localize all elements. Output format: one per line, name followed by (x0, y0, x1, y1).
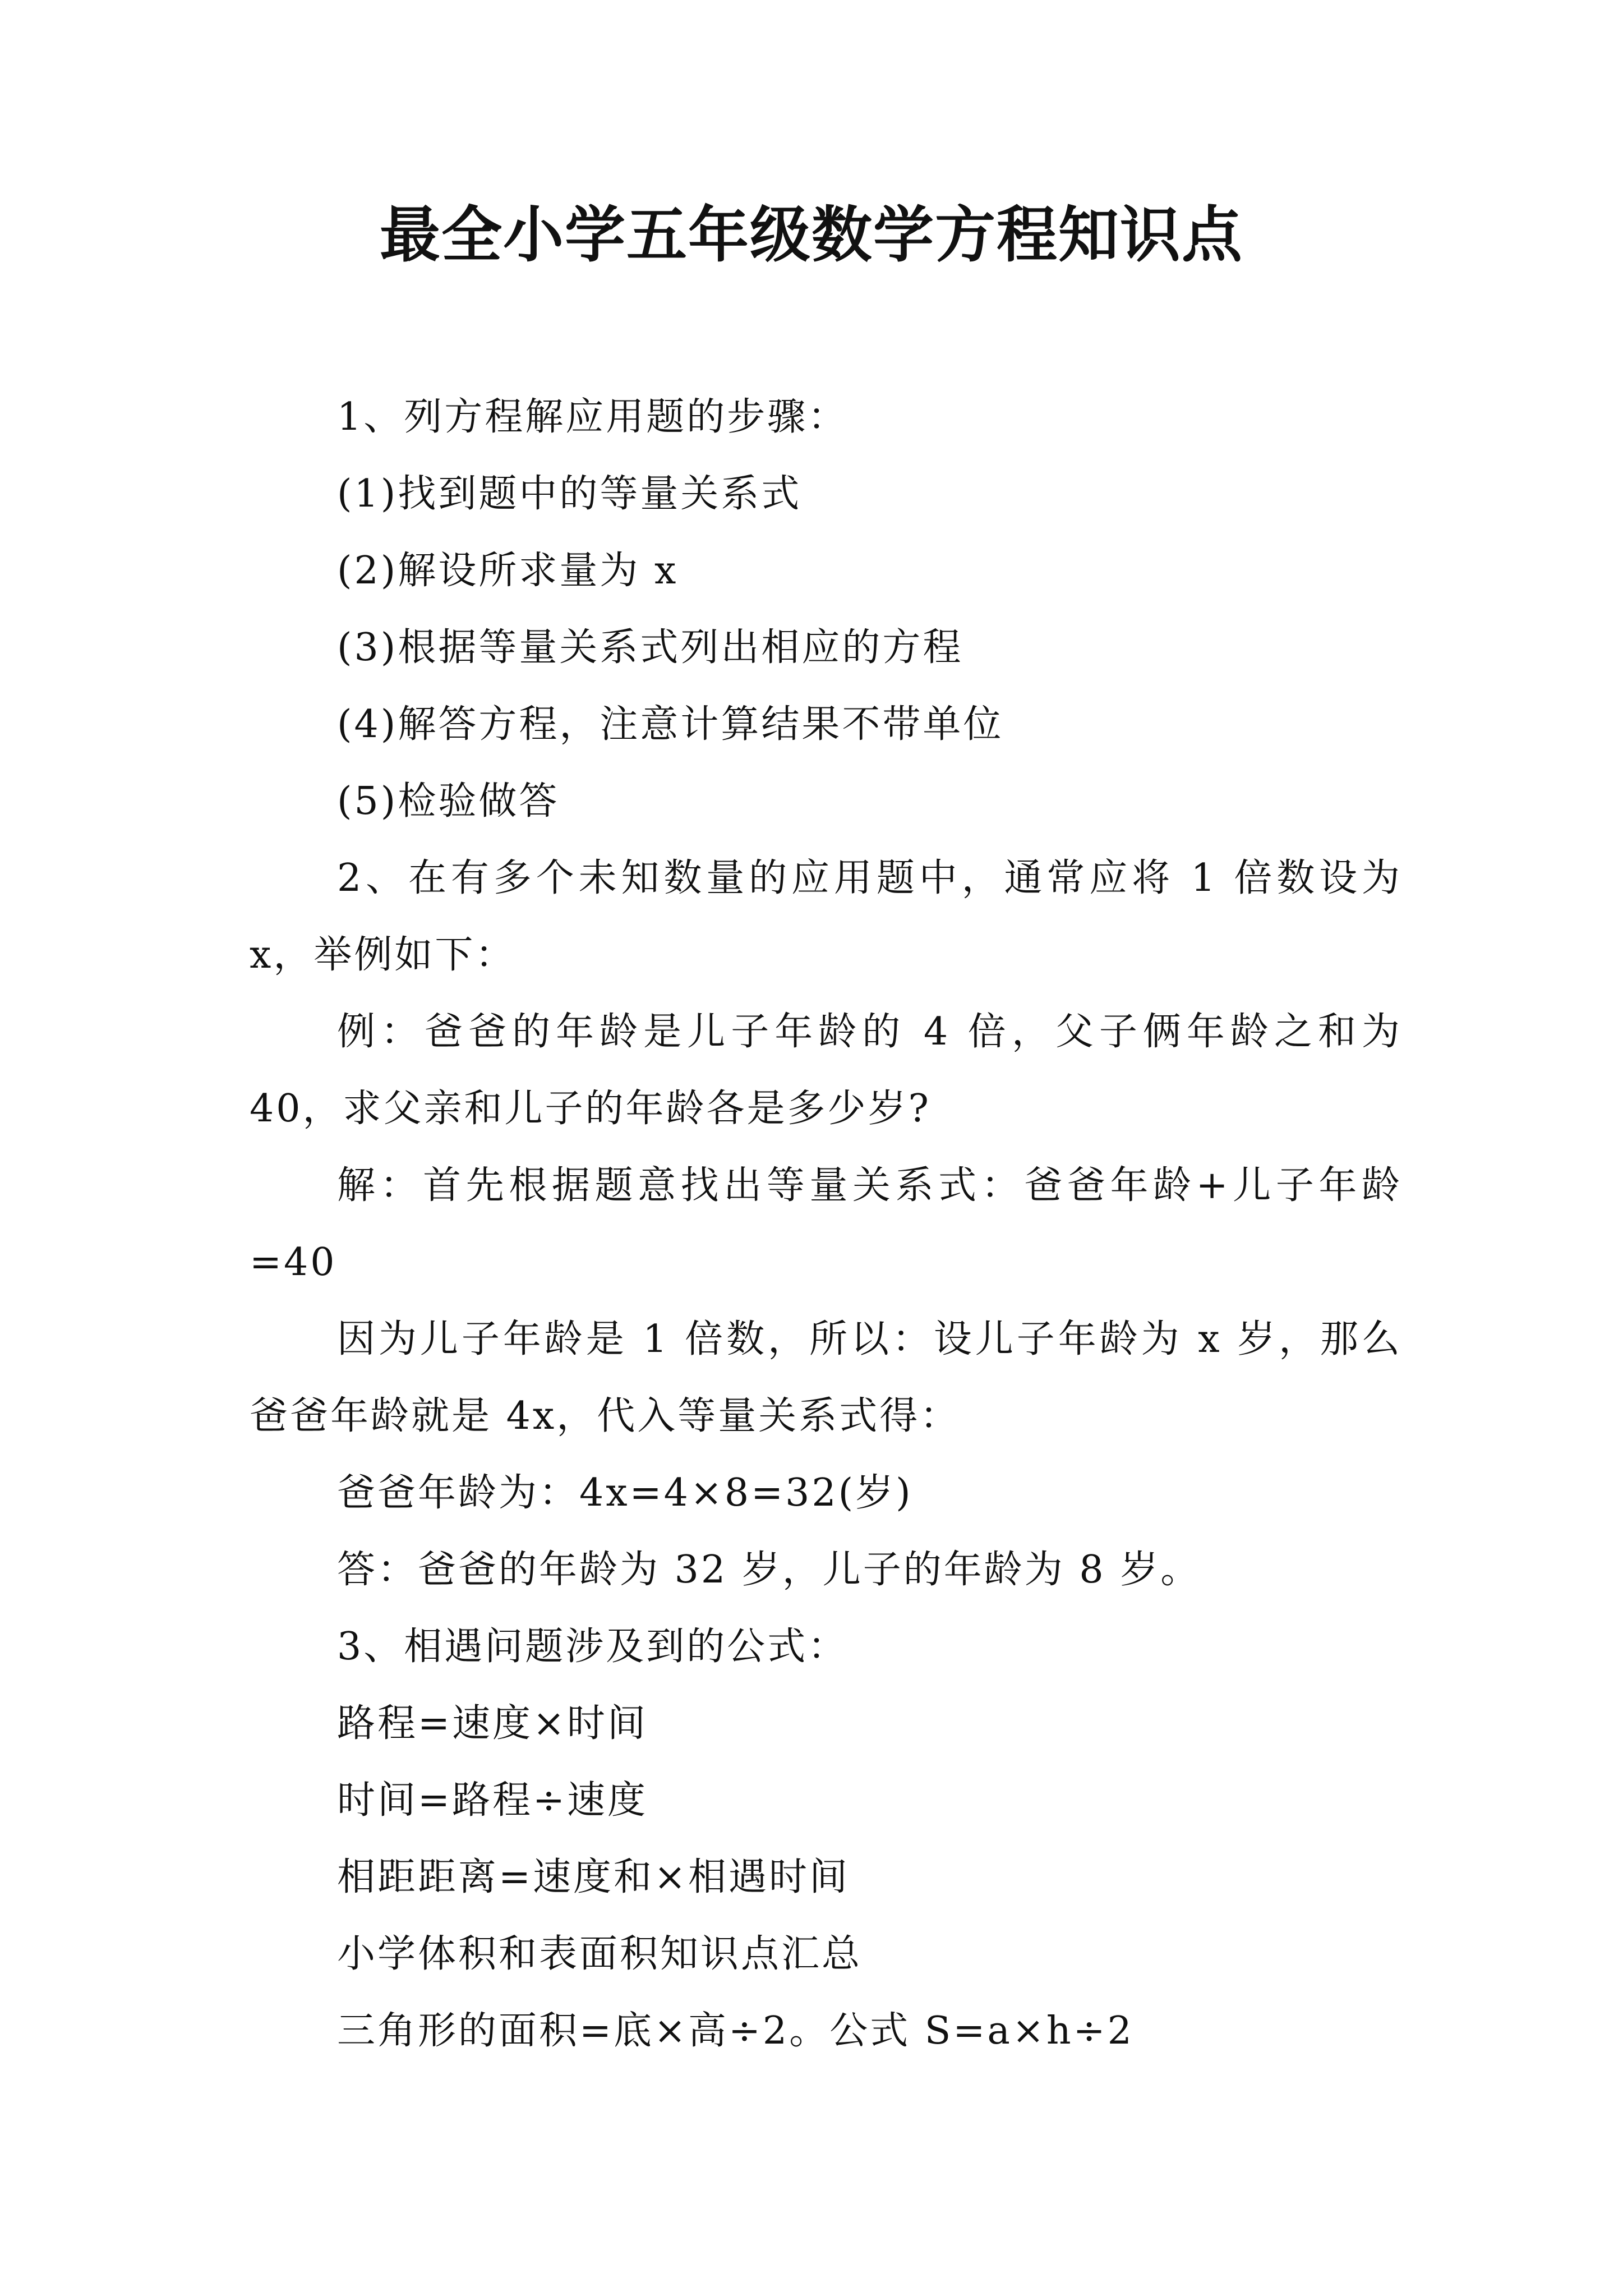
paragraph-answer: 答：爸爸的年龄为 32 岁，儿子的年龄为 8 岁。 (337, 1548, 1201, 1592)
paragraph-calculation: 爸爸年龄为：4x=4×8=32(岁) (337, 1471, 913, 1515)
document-title: 最全小学五年级数学方程知识点 (379, 200, 1243, 270)
paragraph-steps-heading: 1、列方程解应用题的步骤： (337, 395, 849, 439)
paragraph-reasoning: 因为儿子年龄是 1 倍数，所以：设儿子年龄为 x 岁，那么爸爸年龄就是 4x，代入等量关系式得： (250, 1317, 1402, 1438)
paragraph-step-1: (1)找到题中的等量关系式 (337, 472, 802, 516)
paragraph-solution: 解：首先根据题意找出等量关系式：爸爸年龄+儿子年龄=40 (250, 1163, 1402, 1285)
paragraph-triangle-area: 三角形的面积=底×高÷2。公式 S=a×h÷2 (337, 2009, 1134, 2053)
paragraph-section-3: 3、相遇问题涉及到的公式： (337, 1625, 849, 1669)
document-body (250, 379, 1402, 2069)
paragraph-section-2: 2、在有多个未知数量的应用题中，通常应将 1 倍数设为 x，举例如下： (250, 856, 1402, 977)
paragraph-step-3: (3)根据等量关系式列出相应的方程 (337, 625, 963, 670)
paragraph-formula-time: 时间=路程÷速度 (337, 1778, 648, 1823)
paragraph-example: 例：爸爸的年龄是儿子年龄的 4 倍，父子俩年龄之和为 40，求父亲和儿子的年龄各是多少岁? (250, 1010, 1402, 1131)
paragraph-formula-distance: 路程=速度×时间 (337, 1701, 648, 1746)
paragraph-formula-gap: 相距距离=速度和×相遇时间 (337, 1855, 850, 1899)
paragraph-step-5: (5)检验做答 (337, 779, 560, 823)
paragraph-step-2: (2)解设所求量为 x (337, 549, 679, 593)
paragraph-volume-heading: 小学体积和表面积知识点汇总 (337, 1932, 863, 1976)
paragraph-step-4: (4)解答方程，注意计算结果不带单位 (337, 702, 1004, 747)
